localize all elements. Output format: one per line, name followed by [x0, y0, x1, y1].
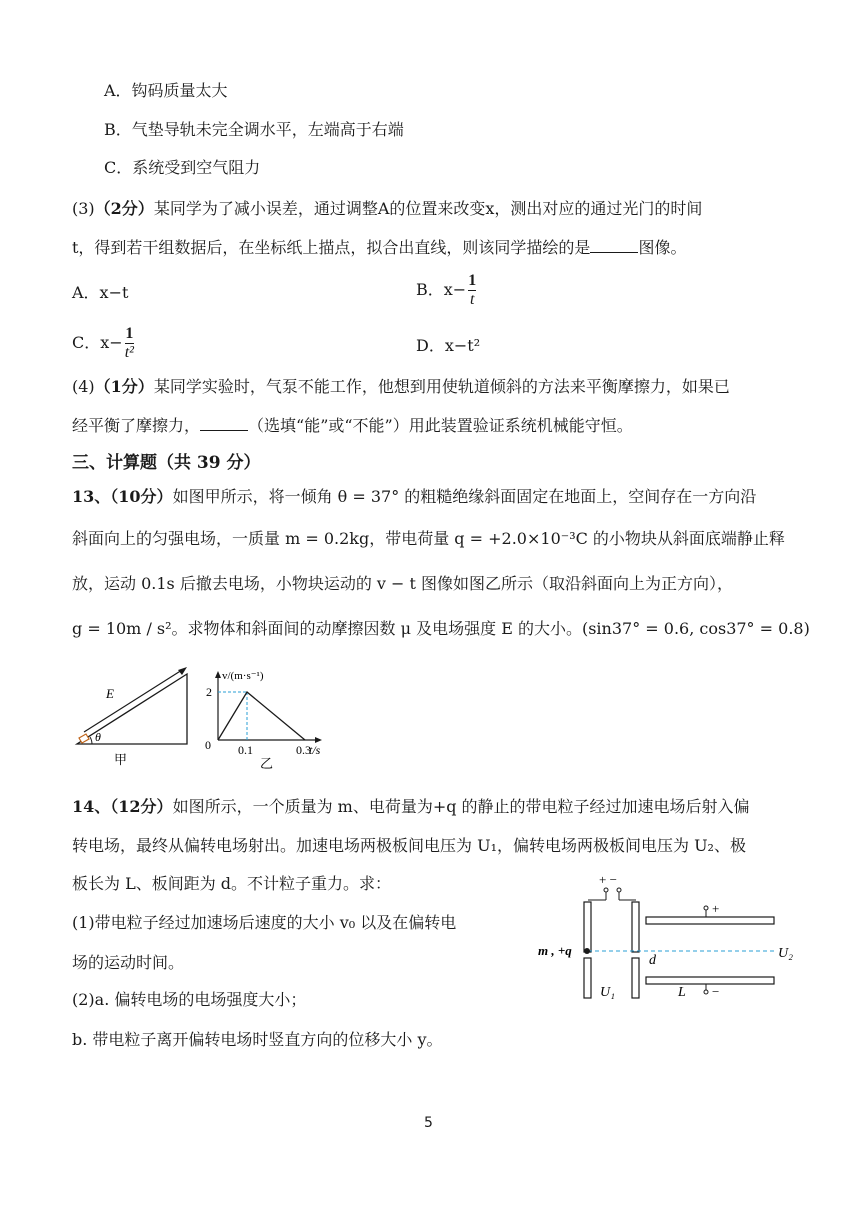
fraction — [125, 325, 134, 362]
figure-deflection-field — [530, 870, 810, 1010]
label-U2: U₂ — [778, 946, 793, 961]
question-4-line-2 — [72, 416, 633, 436]
terminal — [704, 990, 708, 994]
question-points: （12分） — [110, 797, 173, 816]
question-text: 某同学实验时，气泵不能工作，他想到用使轨道倾斜的方法来平衡摩擦力，如果已 — [153, 377, 730, 396]
plus-sign: + — [712, 901, 720, 916]
field-arrow-line — [84, 670, 182, 732]
block — [79, 734, 89, 743]
question-points: （1分） — [94, 377, 154, 396]
fraction-denominator: t — [469, 291, 475, 308]
section-heading: 三、计算题（共 39 分） — [72, 453, 261, 473]
question-14-line-2: 转电场，最终从偏转电场射出。加速电场两极板间电压为 U₁，偏转电场两极板间电压为 U₂、极 — [72, 836, 746, 855]
question-14-sub-1a: (1)带电粒子经过加速场后速度的大小 v₀ 以及在偏转电 — [72, 913, 457, 932]
question-text: 如图所示，一个质量为 m、电荷量为+q 的静止的带电粒子经过加速电场后射入偏 — [172, 797, 750, 816]
origin-label: 0 — [205, 738, 211, 752]
option-a-text: A．钩码质量太大 — [104, 81, 228, 100]
y-tick-label: 2 — [206, 685, 212, 699]
question-label: 13、 — [72, 487, 111, 506]
y-axis-label: v/(m·s⁻¹) — [222, 670, 264, 682]
answer-blank[interactable] — [590, 238, 638, 253]
x-tick-label: 0.3 — [296, 743, 311, 757]
fraction-denominator: t² — [124, 344, 134, 361]
label-d: d — [649, 953, 656, 968]
question-text: t，得到若干组数据后，在坐标纸上描点，拟合出直线，则该同学描绘的是 — [72, 238, 591, 257]
figure-jia-incline — [70, 662, 200, 772]
question-14-line-3: 板长为 L、板间距为 d。不计粒子重力。求： — [72, 874, 392, 893]
option-prefix: C．x− — [72, 333, 123, 352]
particle-label: m , +q — [538, 943, 572, 958]
incline-triangle — [77, 674, 187, 744]
figure-caption: 甲 — [114, 752, 128, 767]
question-4-line-1 — [72, 377, 730, 397]
accelerating-plate-right — [632, 902, 639, 952]
question-13-line-4: g = 10m / s²。求物体和斜面间的动摩擦因数 μ 及电场强度 E 的大小。(sin37° = 0.6, cos37° = 0.8) — [72, 619, 810, 638]
accelerating-plate-left — [584, 958, 591, 998]
question-13-line-2: 斜面向上的匀强电场，一质量 m = 0.2kg，带电荷量 q = +2.0×10⁻³C 的小物块从斜面底端静止释 — [72, 529, 785, 548]
question-14-sub-1b: 场的运动时间。 — [72, 953, 185, 972]
answer-blank[interactable] — [200, 416, 248, 431]
question-label: (3) — [72, 199, 95, 218]
question-label: (4) — [72, 377, 95, 396]
field-arrowhead — [178, 667, 187, 675]
question-3-line-1 — [72, 199, 702, 219]
particle — [584, 948, 590, 954]
label-L: L — [678, 985, 686, 1000]
option-c-text: C．系统受到空气阻力 — [104, 158, 261, 177]
q3-option-d: D．x−t² — [416, 336, 481, 355]
figure-yi-vt-graph — [200, 666, 340, 776]
question-text: （选填“能”或“不能”）用此装置验证系统机械能守恒。 — [248, 416, 633, 435]
accelerating-plate-right — [632, 958, 639, 998]
question-text: 图像。 — [638, 238, 687, 257]
y-axis-arrow — [215, 671, 221, 678]
deflecting-plate-bottom — [646, 977, 774, 984]
x-tick-label: 0.1 — [238, 743, 253, 757]
label-theta: θ — [95, 730, 101, 744]
label-E: E — [106, 686, 114, 701]
question-text: 如图甲所示，将一倾角 θ = 37° 的粗糙绝缘斜面固定在地面上，空间存在一方向沿 — [172, 487, 757, 506]
question-13-line-1 — [72, 487, 756, 507]
question-14-line-1 — [72, 797, 750, 817]
x-axis-label: t/s — [309, 743, 321, 757]
series-line — [218, 692, 305, 740]
question-text: 某同学为了减小误差，通过调整A的位置来改变x，测出对应的通过光门的时间 — [153, 199, 703, 218]
page-number: 5 — [424, 1115, 433, 1131]
option-b-text: B．气垫导轨未完全调水平，左端高于右端 — [104, 120, 404, 139]
question-points: （2分） — [94, 199, 154, 218]
terminal — [704, 906, 708, 910]
q3-option-c — [72, 325, 136, 362]
q3-option-b — [416, 272, 478, 309]
question-14-sub-2a: (2)a. 偏转电场的电场强度大小； — [72, 990, 307, 1009]
accelerating-plate-left — [584, 902, 591, 952]
terminal — [604, 888, 608, 892]
question-points: （10分） — [110, 487, 173, 506]
minus-sign: − — [712, 984, 720, 999]
terminal — [617, 888, 621, 892]
fraction — [468, 272, 476, 309]
label-U1: U₁ — [600, 985, 615, 1000]
terminal-signs: + − — [599, 872, 617, 887]
figure-caption: 乙 — [260, 756, 274, 771]
question-label: 14、 — [72, 797, 111, 816]
fraction-numerator: 1 — [125, 325, 134, 342]
question-3-line-2 — [72, 238, 686, 258]
angle-arc — [90, 737, 92, 744]
question-14-sub-2b: b. 带电粒子离开偏转电场时竖直方向的位移大小 y。 — [72, 1030, 443, 1049]
fraction-numerator: 1 — [468, 272, 477, 289]
deflecting-plate-top — [646, 917, 774, 924]
question-text: 经平衡了摩擦力， — [72, 416, 201, 435]
question-13-line-3: 放，运动 0.1s 后撤去电场，小物块运动的 v − t 图像如图乙所示（取沿斜面向上为正方向）， — [72, 574, 734, 593]
option-prefix: B．x− — [416, 280, 467, 299]
q3-option-a: A．x−t — [72, 283, 129, 302]
